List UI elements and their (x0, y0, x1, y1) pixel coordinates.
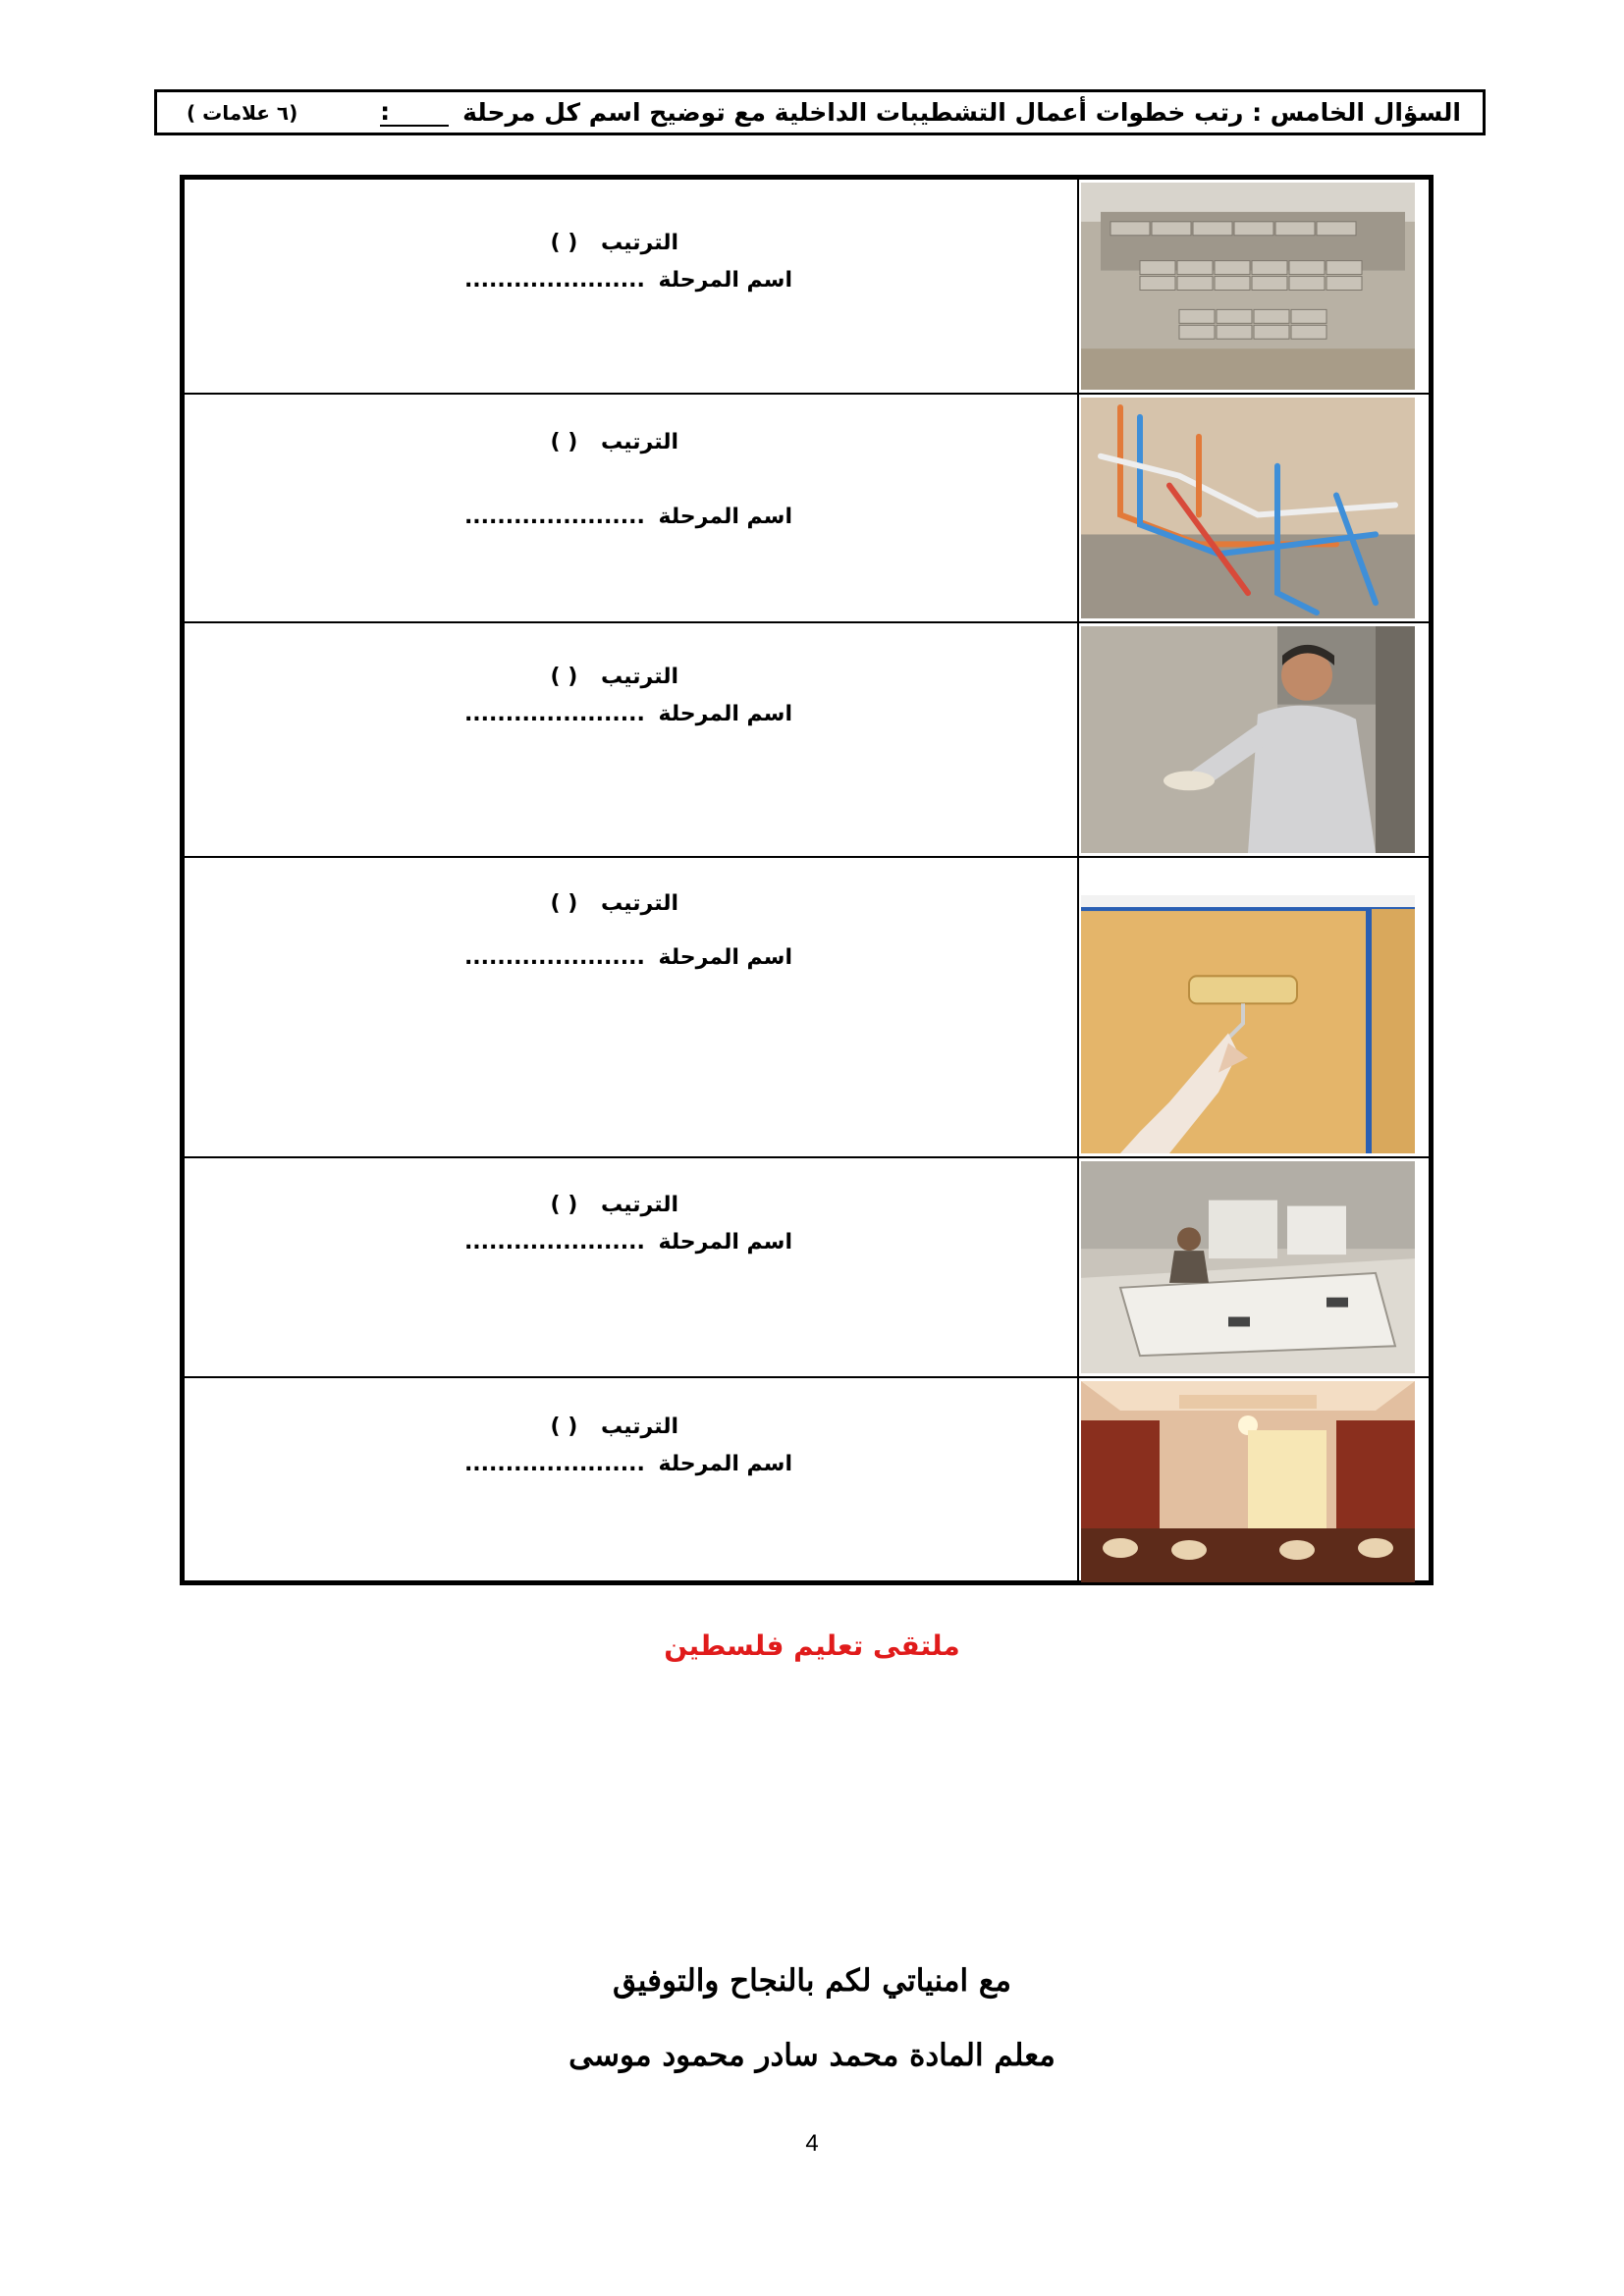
order-blank[interactable]: ( ) (550, 1415, 578, 1439)
column-divider (1077, 1158, 1079, 1376)
question-title-wrap (380, 98, 1461, 127)
column-divider (1077, 1378, 1079, 1585)
plumbing-electrical-pipes-photo (1081, 398, 1415, 618)
order-blank[interactable]: ( ) (550, 891, 578, 916)
stages-table (180, 175, 1434, 1585)
name-line (464, 1452, 792, 1476)
stage-name-blank[interactable]: ...................... (463, 1452, 645, 1476)
name-line (464, 1230, 792, 1255)
question-colon: : (380, 99, 449, 127)
order-line (551, 231, 678, 255)
stage-name-blank[interactable]: ...................... (463, 268, 645, 293)
table-row (185, 180, 1429, 395)
question-title: السؤال الخامس : رتب خطوات أعمال التشطيبات الداخلية مع توضيح اسم كل مرحلة (462, 98, 1461, 127)
table-row (185, 623, 1429, 858)
order-blank[interactable]: ( ) (550, 231, 578, 255)
column-divider (1077, 395, 1079, 621)
order-label: الترتيب (601, 1193, 678, 1217)
order-line (551, 430, 678, 454)
order-blank[interactable]: ( ) (550, 1193, 578, 1217)
order-label: الترتيب (601, 665, 678, 689)
stage-name-blank[interactable]: ...................... (463, 505, 645, 529)
name-line (464, 505, 792, 529)
table-row (185, 1378, 1429, 1585)
table-row (185, 1158, 1429, 1378)
block-walls-photo (1081, 183, 1415, 390)
column-divider (1077, 180, 1079, 393)
stage-name-blank[interactable]: ...................... (463, 945, 645, 970)
table-row (185, 395, 1429, 623)
question-marks: (٦ علامات ) (187, 100, 298, 125)
stage-name-blank[interactable]: ...................... (463, 702, 645, 726)
floor-tiling-photo (1081, 1161, 1415, 1373)
stage-name-label: اسم المرحلة (658, 268, 792, 293)
order-line (551, 665, 678, 689)
order-line (551, 1193, 678, 1217)
column-divider (1077, 623, 1079, 856)
order-label: الترتيب (601, 891, 678, 916)
name-line (464, 268, 792, 293)
column-divider (1077, 858, 1079, 1156)
stage-name-blank[interactable]: ...................... (463, 1230, 645, 1255)
order-label: الترتيب (601, 430, 678, 454)
stage-name-label: اسم المرحلة (658, 1452, 792, 1476)
order-label: الترتيب (601, 1415, 678, 1439)
order-blank[interactable]: ( ) (550, 430, 578, 454)
order-line (551, 891, 678, 916)
order-blank[interactable]: ( ) (550, 665, 578, 689)
question-header (154, 89, 1486, 135)
paint-roller-photo (1081, 895, 1415, 1153)
name-line (464, 702, 792, 726)
plastering-worker-photo (1081, 626, 1415, 853)
stage-name-label: اسم المرحلة (658, 1230, 792, 1255)
order-label: الترتيب (601, 231, 678, 255)
order-line (551, 1415, 678, 1439)
page-number: 4 (805, 2130, 819, 2157)
stage-name-label: اسم المرحلة (658, 505, 792, 529)
finished-living-room-photo (1081, 1381, 1415, 1582)
closing-wish: مع امنياتي لكم بالنجاح والتوفيق (612, 1963, 1012, 1999)
table-row (185, 858, 1429, 1158)
teacher-signature: معلم المادة محمد سادر محمود موسى (568, 2038, 1056, 2073)
forum-name: ملتقى تعليم فلسطين (664, 1629, 960, 1662)
name-line (464, 945, 792, 970)
stage-name-label: اسم المرحلة (658, 702, 792, 726)
stage-name-label: اسم المرحلة (658, 945, 792, 970)
